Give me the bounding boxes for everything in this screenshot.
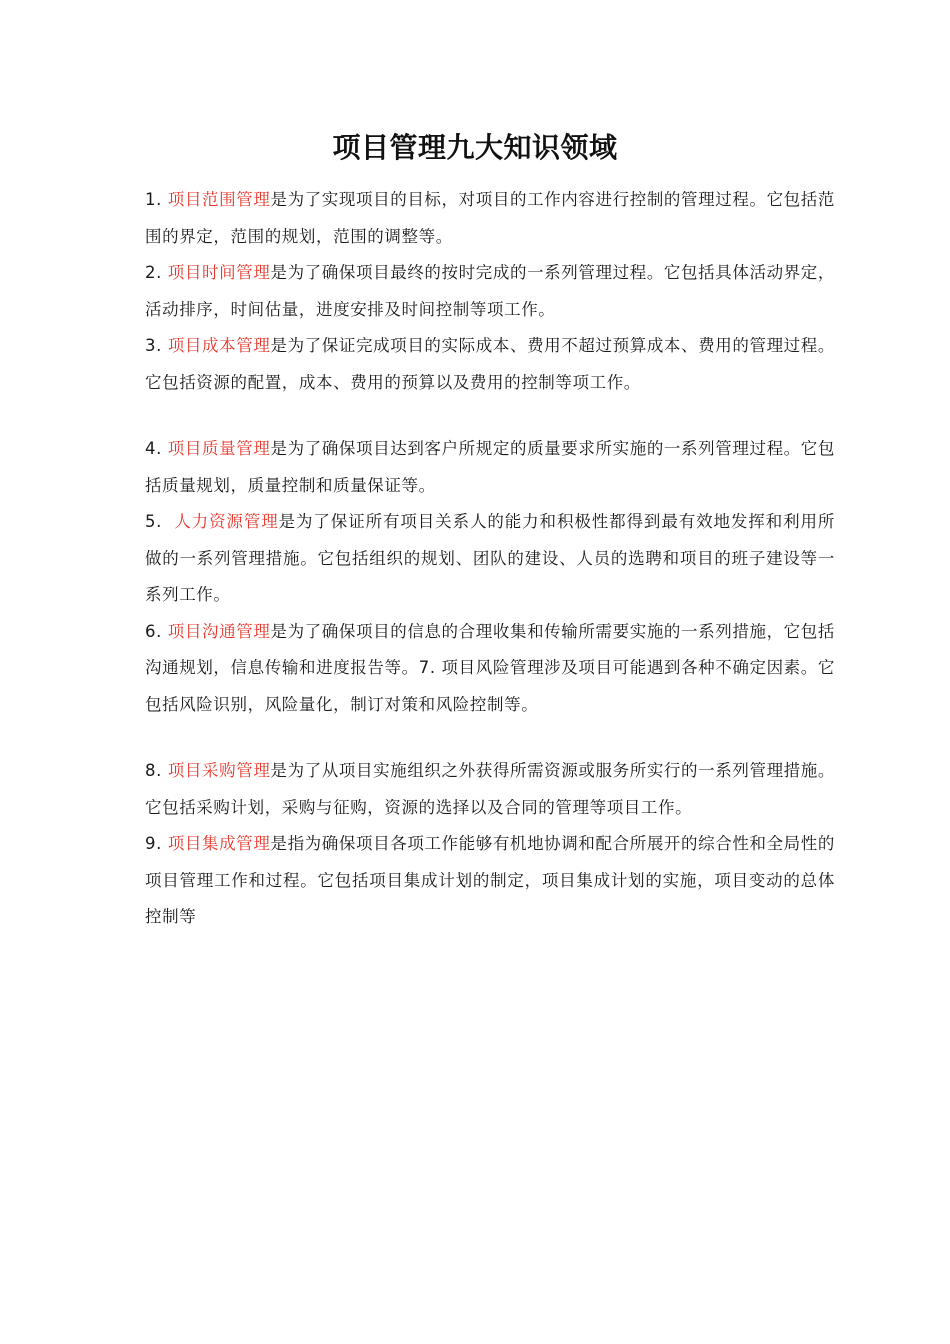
item-body: 是为了确保项目最终的按时完成的一系列管理过程。它包括具体活动界定，活动排序，时间估量，进度安排及时间控制等项工作。 xyxy=(145,263,835,319)
item-term: 项目时间管理 xyxy=(167,263,271,282)
item-term: 项目采购管理 xyxy=(167,761,271,780)
item-term: 项目沟通管理 xyxy=(167,621,271,641)
page-title: 项目管理九大知识领域 xyxy=(332,131,618,164)
item-body: 是为了实现项目的目标，对项目的工作内容进行控制的管理过程。它包括范围的界定，范围的规划，范围的调整等。 xyxy=(145,190,835,246)
item-body: 是为了确保项目的信息的合理收集和传输所需要实施的一系列措施，它包括沟通规划，信息传输和进度报告等。7. 项目风险管理涉及项目可能遇到各种不确定因素。它包括风险识别，风险量化，制订对策和风险控制等。 xyxy=(145,621,835,714)
list-item-6 xyxy=(145,614,835,724)
item-term: 项目成本管理 xyxy=(167,336,271,355)
list-item-9 xyxy=(145,826,835,936)
item-number: 9. xyxy=(145,834,162,853)
item-number: 2. xyxy=(145,263,162,282)
item-body: 是为了保证完成项目的实际成本、费用不超过预算成本、费用的管理过程。它包括资源的配置，成本、费用的预算以及费用的控制等项工作。 xyxy=(145,336,835,392)
paragraph-gap xyxy=(145,723,835,753)
item-number: 1. xyxy=(145,190,162,209)
item-number: 6. xyxy=(145,621,162,641)
list-item-2 xyxy=(145,255,835,328)
item-term: 项目集成管理 xyxy=(167,834,271,853)
item-body: 是为了从项目实施组织之外获得所需资源或服务所实行的一系列管理措施。它包括采购计划，采购与征购，资源的选择以及合同的管理等项目工作。 xyxy=(145,761,835,817)
list-item-3 xyxy=(145,328,835,401)
item-number: 8. xyxy=(145,761,162,780)
document-body xyxy=(145,182,835,936)
item-number: 3. xyxy=(145,336,162,355)
list-item-4 xyxy=(145,431,835,504)
item-term: 人力资源管理 xyxy=(174,512,279,531)
item-body: 是为了保证所有项目关系人的能力和积极性都得到最有效地发挥和利用所做的一系列管理措施。它包括组织的规划、团队的建设、人员的选聘和项目的班子建设等一系列工作。 xyxy=(145,512,835,604)
item-term: 项目范围管理 xyxy=(167,190,271,209)
item-number: 4. xyxy=(145,439,162,458)
item-term: 项目质量管理 xyxy=(167,439,271,458)
item-number: 5. xyxy=(145,512,162,531)
list-item-1 xyxy=(145,182,835,255)
list-item-8 xyxy=(145,753,835,826)
item-body: 是为了确保项目达到客户所规定的质量要求所实施的一系列管理过程。它包括质量规划，质量控制和质量保证等。 xyxy=(145,439,835,495)
paragraph-gap xyxy=(145,401,835,431)
item-body: 是指为确保项目各项工作能够有机地协调和配合所展开的综合性和全局性的项目管理工作和过程。它包括项目集成计划的制定，项目集成计划的实施，项目变动的总体控制等 xyxy=(145,834,835,926)
list-item-5 xyxy=(145,504,835,614)
